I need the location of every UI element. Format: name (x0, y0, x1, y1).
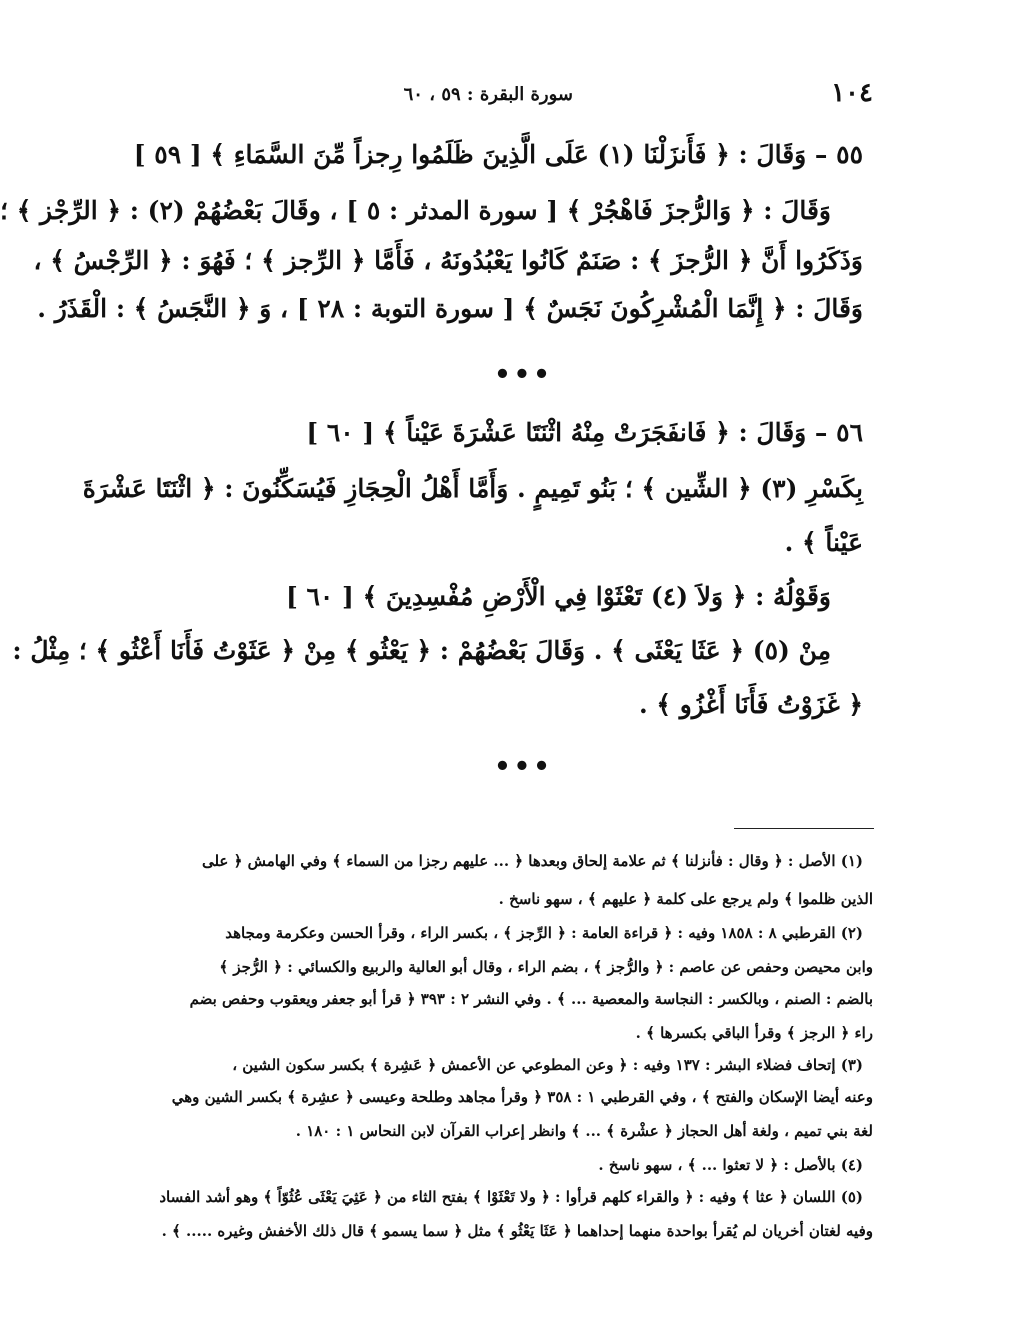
page-number: ١٠٤ (831, 78, 873, 108)
footnote-line: وعنه أيضا الإسكان والفتح ﴾ ، وفي القرطبي ١ : ٣٥٨ ﴿ وقرأ مجاهد وطلحة وعيسى ﴿ عشِرة ﴾ بكسر الشين وهي (171, 1088, 873, 1106)
footnote-line: (٢) القرطبي ٨ : ١٨٥٨ وفيه : ﴿ قراءة العامة : ﴿ الرِّجز ﴾ ، بكسر الراء ، وقرأ الحسن وعكرمة ومجاهد (225, 924, 863, 942)
footnote-line: وابن محيصن وحفص عن عاصم : ﴿ والرُّجز ﴾ ، بضم الراء ، وقال أبو العالية والربيع والكسائي : ﴿ الرُّجز ﴾ (219, 958, 873, 976)
section-56-text: وَقَوْلُهُ : ﴿ وَلاَ (٤) تَعْثَوْا فِي الْأَرْضِ مُفْسِدِينَ ﴾ [ ٦٠ ] (285, 582, 831, 611)
footnote-line: (٣) إتحاف فضلاء البشر : ١٣٧ وفيه : ﴿ وعن المطوعي عن الأعمش ﴿ عَشِرة ﴾ بكسر سكون الشين ، (232, 1056, 863, 1074)
section-55-heading: ٥٥ – وَقَالَ : ﴿ فَأَنزَلْنَا (١) عَلَى الَّذِينَ ظَلَمُوا رِجزاً مِّنَ السَّمَاءِ ﴾ [ ٥٩ ] (133, 140, 863, 169)
footnote-line: راء ﴿ الرجز ﴾ وقرأ الباقي بكسرها ﴾ . (635, 1024, 873, 1042)
footnote-line: بالضم : الصنم ، وبالكسر : النجاسة والمعصية ... ﴾ . وفي النشر ٢ : ٣٩٣ ﴿ قرأ أبو جعفر ويعقوب وحفص بضم (189, 990, 873, 1008)
footnote-line: (٤) بالأصل : ﴿ لا تعثوا ... ﴾ ، سهو ناسخ . (598, 1156, 863, 1174)
surah-reference: سورة البقرة : ٥٩ ، ٦٠ (403, 84, 573, 105)
section-separator: ••• (494, 360, 553, 390)
section-56-text: ﴿ غَزَوْتُ فَأَنَا أَغْزُو ﴾ . (638, 690, 863, 719)
section-56-heading: ٥٦ – وَقَالَ : ﴿ فَانفَجَرَتْ مِنْهُ اثْنَتَا عَشْرَةَ عَيْناً ﴾ [ ٦٠ ] (306, 418, 863, 447)
footnote-line: (١) الأصل : ﴿ وقال : فأنزلنا ﴾ ثم علامة إلحاق وبعدها ﴿ ... عليهم رجزا من السماء ﴾ وفي الهامش ﴿ على (201, 852, 863, 870)
section-56-text: مِنْ (٥) ﴿ عَثَا يَعْثَى ﴾ . وَقَالَ بَعْضُهُمْ : ﴿ يَعْثُو ﴾ مِنْ ﴿ عَثَوْتُ فَأَنَا أَعْثُو ﴾ ؛ مِثْلُ : (12, 636, 831, 665)
section-56-text: عَيْناً ﴾ . (784, 528, 863, 557)
footnote-line: الذين ظلموا ﴾ ولم يرجع على كلمة ﴿ عليهم ﴾ ، سهو ناسخ . (498, 890, 873, 908)
section-55-text: وَقَالَ : ﴿ وَالرُّجزَ فَاهْجُرْ ﴾ [ سورة المدثر : ٥ ] ، وقَالَ بَعْضُهُمْ (٢) : ﴿ الرِّجْز ﴾ ؛ (0, 196, 831, 225)
footnote-line: لغة بني تميم ، ولغة أهل الحجاز ﴿ عشْرة ﴾ ... ﴾ وانظر إعراب القرآن لابن النحاس ١ : ١٨٠ . (295, 1122, 873, 1140)
section-separator: ••• (494, 752, 553, 782)
section-55-text: وَذَكَرُوا أَنَّ ﴿ الرُّجزَ ﴾ : صَنَمٌ كَانُوا يَعْبُدُونَهُ ، فَأَمَّا ﴿ الرِّجز ﴾ ؛ فَهُوَ : ﴿ الرِّجْسُ ﴾ ، (33, 246, 863, 275)
footnote-line: (٥) اللسان ﴿ عثا ﴾ وفيه : ﴿ والقراء كلهم قرأوا : ﴿ ولا تَعْثَوْا ﴾ بفتح الثاء من ﴿ عَثِيَ يَعْثَى عُثُوّاً ﴾ وهو أشد الفساد (159, 1188, 863, 1206)
footnote-rule (734, 828, 874, 829)
section-55-text: وَقَالَ : ﴿ إِنَّمَا الْمُشْرِكُونَ نَجَسٌ ﴾ [ سورة التوبة : ٢٨ ] ، وَ ﴿ النَّجَسُ ﴾ : الْقَذَرُ . (37, 294, 863, 323)
running-header (184, 78, 873, 112)
footnote-line: وفيه لغتان أخريان لم يُقرأ بواحدة منهما إحداهما ﴿ عَثَا يَعْثُو ﴾ مثل ﴿ سما يسمو ﴾ قال ذلك الأخفش وغيره ..... ﴾ . (161, 1222, 873, 1240)
section-56-text: بِكَسْرِ (٣) ﴿ الشِّين ﴾ ؛ بَنُو تَمِيمٍ . وَأَمَّا أَهْلُ الْحِجَازِ فَيُسَكِّنُونَ : ﴿ اثْنَتَا عَشْرَةَ (82, 474, 863, 503)
